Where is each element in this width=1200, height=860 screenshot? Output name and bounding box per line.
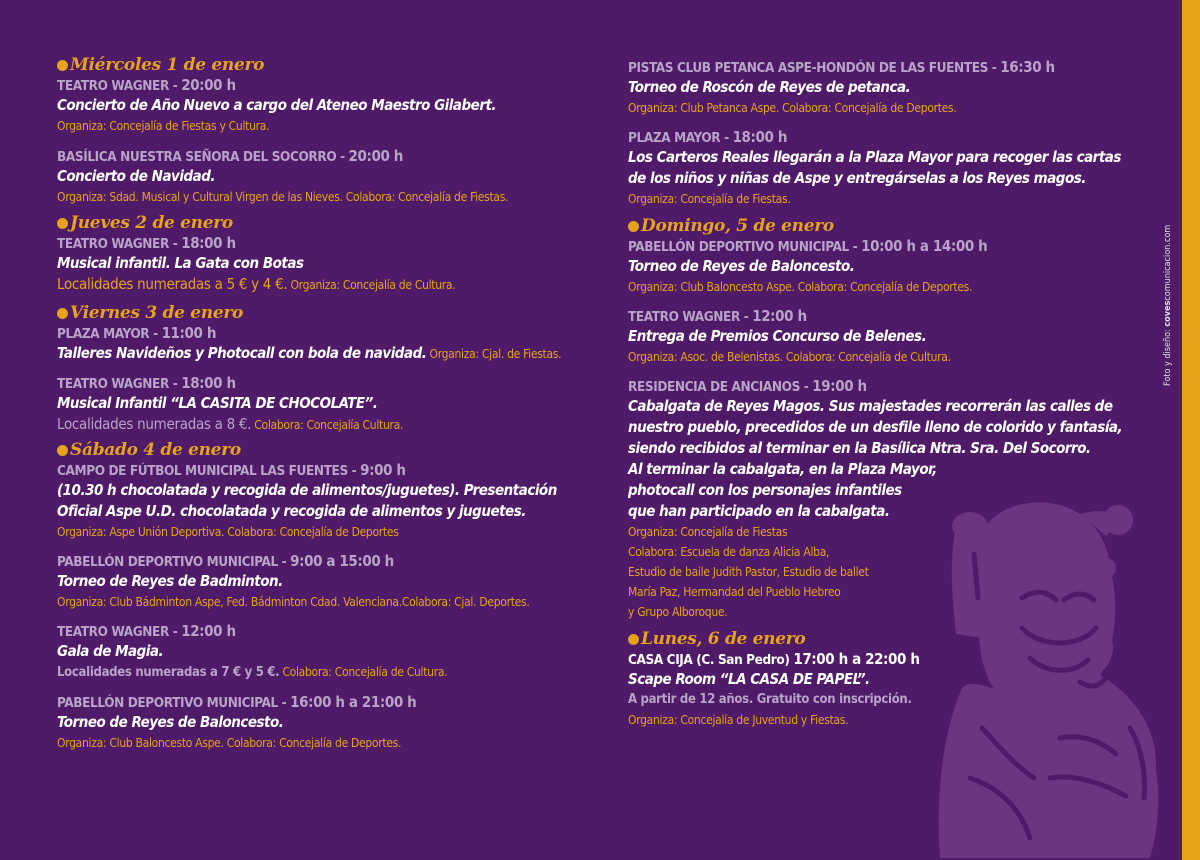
event-torneo-baloncesto-sabado	[57, 693, 602, 753]
event-talleres-navidenos	[57, 324, 602, 364]
event-title: Gala de Magia.	[57, 642, 164, 660]
event-venue: CAMPO DE FÚTBOL MUNICIPAL LAS FUENTES - 9:00 h	[57, 461, 406, 479]
event-concierto-ano-nuevo	[57, 76, 602, 136]
event-title-line: que han participado en la cabalgata.	[628, 502, 890, 520]
orange-edge-stripe	[1182, 0, 1200, 860]
event-organizer: Organiza: Sdad. Musical y Cultural Virgen de las Nieves. Colabora: Concejalía de Fiestas.	[57, 190, 509, 204]
event-title: Entrega de Premios Concurso de Belenes.	[628, 327, 927, 345]
event-organizer: Organiza: Asoc. de Belenistas. Colabora: Concejalía de Cultura.	[628, 350, 951, 364]
event-collaborators: Colabora: Escuela de danza Alicia Alba,	[628, 545, 830, 559]
event-title: Concierto de Año Nuevo a cargo del Ateneo Maestro Gilabert.	[57, 96, 497, 114]
event-title-line: Cabalgata de Reyes Magos. Sus majestades recorrerán las calles de	[628, 397, 1113, 415]
event-title: Musical Infantil “LA CASITA DE CHOCOLATE”.	[57, 394, 378, 412]
left-column	[57, 54, 602, 753]
event-organizer: Organiza: Concejalía de Juventud y Fiestas.	[628, 713, 849, 727]
event-organizer: Organiza: Club Baloncesto Aspe. Colabora: Concejalía de Deportes.	[628, 280, 973, 294]
event-premios-belenes	[628, 307, 1158, 367]
event-venue: BASÍLICA NUESTRA SEÑORA DEL SOCORRO - 20:00 h	[57, 147, 404, 165]
event-casita-chocolate	[57, 374, 602, 435]
event-gala-magia	[57, 622, 602, 683]
event-venue: TEATRO WAGNER - 12:00 h	[628, 307, 807, 325]
design-credit: Foto y diseño: covescomunicacion.com	[1163, 225, 1173, 387]
day-heading-friday: Viernes 3 de enero	[57, 302, 602, 324]
event-organizer: Organiza: Concejalía de Fiestas	[628, 525, 788, 539]
event-torneo-petanca	[628, 58, 1158, 118]
event-organizer: Organiza: Club Bádminton Aspe, Fed. Bádminton Cdad. Valenciana.Colabora: Cjal. Deportes.	[57, 595, 530, 609]
event-title-line: Al terminar la cabalgata, en la Plaza Mayor,	[628, 460, 937, 478]
bullet-dot	[628, 221, 639, 232]
bullet-dot	[57, 218, 68, 229]
event-organizer: Localidades numeradas a 7 € y 5 €. Colabora: Concejalía de Cultura.	[57, 665, 448, 680]
event-title-line: nuestro pueblo, precedidos de un desfile lleno de colorido y fantasía,	[628, 418, 1123, 436]
event-venue: TEATRO WAGNER - 12:00 h	[57, 622, 236, 640]
day-heading-saturday: Sábado 4 de enero	[57, 439, 602, 461]
event-organizer: Organiza: Concejalía de Fiestas.	[628, 192, 791, 206]
event-collaborators: Estudio de baile Judith Pastor, Estudio de ballet	[628, 565, 869, 579]
event-cabalgata-reyes	[628, 377, 1158, 622]
event-organizer: Organiza: Aspe Unión Deportiva. Colabora: Concejalía de Deportes	[57, 525, 399, 539]
event-carteros-reales	[628, 128, 1158, 209]
event-title: Torneo de Reyes de Baloncesto.	[628, 257, 855, 275]
event-organizer: Localidades numeradas a 5 € y 4 €. Organiza: Concejalía de Cultura.	[57, 275, 456, 293]
event-organizer: Organiza: Club Baloncesto Aspe. Colabora: Concejalía de Deportes.	[57, 736, 402, 750]
event-venue: TEATRO WAGNER - 18:00 h	[57, 374, 236, 392]
bullet-dot	[57, 308, 68, 319]
event-venue: PLAZA MAYOR - 18:00 h	[628, 128, 788, 146]
event-title: Torneo de Reyes de Baloncesto.	[57, 713, 284, 731]
event-title-line: de los niños y niñas de Aspe y entregárselas a los Reyes magos.	[628, 169, 1086, 187]
event-venue: TEATRO WAGNER - 20:00 h	[57, 76, 236, 94]
event-venue: PISTAS CLUB PETANCA ASPE-HONDÓN DE LAS FUENTES - 16:30 h	[628, 58, 1055, 76]
event-title-line: siendo recibidos al terminar en la Basílica Ntra. Sra. Del Socorro.	[628, 439, 1091, 457]
right-column	[628, 58, 1158, 730]
event-organizer: Organiza: Concejalía de Fiestas y Cultura.	[57, 119, 270, 133]
event-title-line: photocall con los personajes infantiles	[628, 481, 902, 499]
event-title-line: Talleres Navideños y Photocall con bola de navidad. Organiza: Cjal. de Fiestas.	[57, 344, 562, 362]
event-venue: PLAZA MAYOR - 11:00 h	[57, 324, 217, 342]
day-heading-sunday: Domingo, 5 de enero	[628, 215, 1158, 237]
event-venue: PABELLÓN DEPORTIVO MUNICIPAL - 9:00 a 15:00 h	[57, 552, 394, 570]
event-presentacion-aspe-ud	[57, 461, 602, 542]
event-torneo-badminton	[57, 552, 602, 612]
event-title: (10.30 h chocolatada y recogida de alimentos/juguetes). Presentación Oficial Aspe U.D. chocolatada y recogida de alimentos y juguetes.	[57, 481, 557, 520]
event-requirements: A partir de 12 años. Gratuito con inscripción.	[628, 692, 912, 707]
event-venue: RESIDENCIA DE ANCIANOS - 19:00 h	[628, 377, 867, 395]
event-title: Musical infantil. La Gata con Botas	[57, 254, 304, 272]
event-title: Scape Room “LA CASA DE PAPEL”.	[628, 670, 870, 688]
event-scape-room	[628, 650, 1158, 730]
day-heading-wednesday: Miércoles 1 de enero	[57, 54, 602, 76]
event-title-line: Los Carteros Reales llegarán a la Plaza Mayor para recoger las cartas	[628, 148, 1121, 166]
event-collaborators: María Paz, Hermandad del Pueblo Hebreo	[628, 585, 841, 599]
event-venue: PABELLÓN DEPORTIVO MUNICIPAL - 16:00 h a 21:00 h	[57, 693, 417, 711]
bullet-dot	[57, 60, 68, 71]
event-collaborators: y Grupo Alboroque.	[628, 605, 728, 619]
event-concierto-navidad	[57, 147, 602, 207]
event-title: Torneo de Roscón de Reyes de petanca.	[628, 78, 911, 96]
event-organizer: Localidades numeradas a 8 €. Colabora: Concejalía Cultura.	[57, 415, 404, 433]
event-venue: PABELLÓN DEPORTIVO MUNICIPAL - 10:00 h a 14:00 h	[628, 237, 988, 255]
event-venue: CASA CIJA (C. San Pedro) 17:00 h a 22:00 h	[628, 650, 920, 668]
event-title: Concierto de Navidad.	[57, 167, 216, 185]
bullet-dot	[57, 445, 68, 456]
bullet-dot	[628, 634, 639, 645]
day-heading-thursday: Jueves 2 de enero	[57, 212, 602, 234]
day-heading-monday: Lunes, 6 de enero	[628, 628, 1158, 650]
event-venue: TEATRO WAGNER - 18:00 h	[57, 234, 236, 252]
event-torneo-baloncesto-domingo	[628, 237, 1158, 297]
event-organizer: Organiza: Club Petanca Aspe. Colabora: Concejalía de Deportes.	[628, 101, 957, 115]
event-gata-con-botas	[57, 234, 602, 295]
event-title: Torneo de Reyes de Badminton.	[57, 572, 283, 590]
